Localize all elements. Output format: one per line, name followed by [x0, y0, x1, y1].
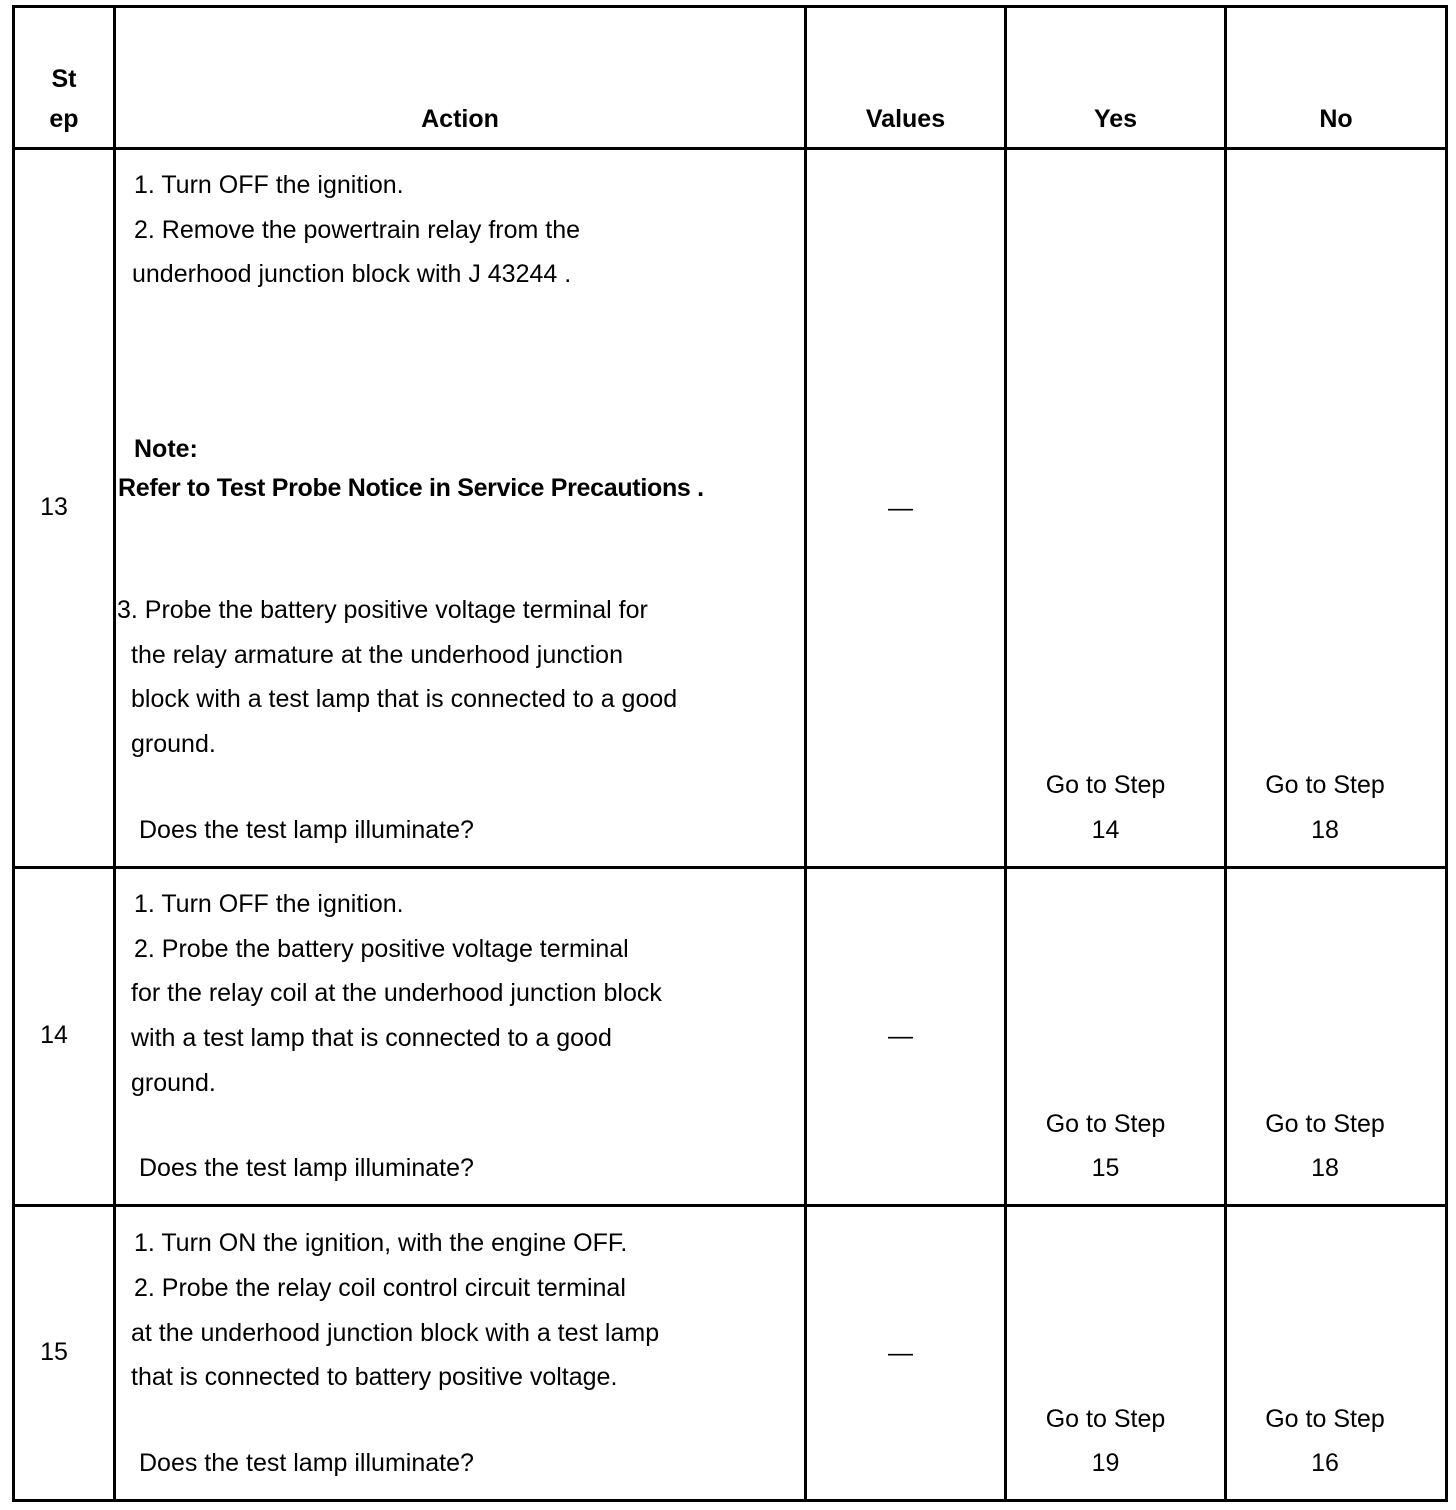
- row-14-action-line5: ground.: [131, 1069, 216, 1097]
- row-14-action-line2: 2. Probe the battery positive voltage terminal: [134, 935, 629, 963]
- row-15-action-line2: 2. Probe the relay coil control circuit terminal: [134, 1274, 626, 1302]
- action-column-border: [804, 5, 807, 1502]
- row-14-step: 14: [40, 1021, 68, 1049]
- row-14-no-line2: 18: [1311, 1154, 1339, 1182]
- header-no: No: [1319, 105, 1353, 133]
- header-yes: Yes: [1093, 105, 1138, 133]
- header-values: Values: [865, 105, 946, 133]
- row-13-action-line3: underhood junction block with J 43244 .: [132, 260, 572, 288]
- row-14-bottom-border: [12, 1204, 1448, 1207]
- row-14-yes-line1: Go to Step: [1045, 1110, 1166, 1138]
- row-13-step: 13: [40, 493, 68, 521]
- table-border-left: [12, 5, 15, 1502]
- row-14-action-line3: for the relay coil at the underhood junction block: [131, 979, 662, 1007]
- diagnostic-table: [12, 5, 1448, 1502]
- row-15-yes-line1: Go to Step: [1045, 1405, 1166, 1433]
- row-15-action-line3: at the underhood junction block with a test lamp: [131, 1319, 660, 1347]
- row-13-bottom-border: [12, 866, 1448, 869]
- row-13-action-line4: 3. Probe the battery positive voltage terminal for: [117, 596, 648, 624]
- row-15-step: 15: [40, 1338, 68, 1366]
- row-14-value: —: [888, 1022, 913, 1050]
- row-14-yes-line2: 15: [1091, 1154, 1120, 1182]
- row-13-action-line5: the relay armature at the underhood junction: [131, 641, 623, 669]
- row-15-yes-line2: 19: [1091, 1449, 1120, 1477]
- row-13-yes-line2: 14: [1091, 816, 1120, 844]
- table-border-top: [12, 5, 1448, 8]
- yes-column-border: [1224, 5, 1227, 1502]
- row-14-action-line4: with a test lamp that is connected to a good: [131, 1024, 612, 1052]
- row-15-value: —: [888, 1339, 913, 1367]
- row-14-action-line1: 1. Turn OFF the ignition.: [134, 890, 404, 918]
- step-column-border: [113, 5, 116, 1502]
- values-column-border: [1004, 5, 1007, 1502]
- row-15-action-line4: that is connected to battery positive voltage.: [131, 1363, 618, 1391]
- row-15-no-line1: Go to Step: [1265, 1405, 1385, 1433]
- row-13-question: Does the test lamp illuminate?: [139, 816, 474, 844]
- row-15-action-line1: 1. Turn ON the ignition, with the engine OFF.: [134, 1229, 628, 1257]
- row-14-no-line1: Go to Step: [1265, 1110, 1385, 1138]
- row-13-no-line2: 18: [1311, 816, 1339, 844]
- row-15-no-line2: 16: [1311, 1449, 1339, 1477]
- row-13-action-line1: 1. Turn OFF the ignition.: [134, 171, 404, 199]
- row-13-action-line7: ground.: [131, 730, 216, 758]
- header-bottom-border: [12, 147, 1448, 150]
- row-13-action-line2: 2. Remove the powertrain relay from the: [134, 216, 581, 244]
- row-13-no-line1: Go to Step: [1265, 771, 1385, 799]
- header-action: Action: [421, 105, 499, 133]
- row-14-question: Does the test lamp illuminate?: [139, 1154, 474, 1182]
- row-13-value: —: [888, 494, 913, 522]
- header-step-line2: ep: [49, 105, 79, 133]
- table-border-bottom: [12, 1499, 1448, 1502]
- row-13-note-text: Refer to Test Probe Notice in Service Precautions .: [118, 474, 704, 502]
- row-15-question: Does the test lamp illuminate?: [139, 1449, 474, 1477]
- row-13-note-label: Note:: [134, 435, 198, 463]
- header-step-line1: St: [51, 65, 77, 93]
- row-13-action-line6: block with a test lamp that is connected to a good: [131, 685, 678, 713]
- row-13-yes-line1: Go to Step: [1045, 771, 1166, 799]
- table-border-right: [1445, 5, 1448, 1502]
